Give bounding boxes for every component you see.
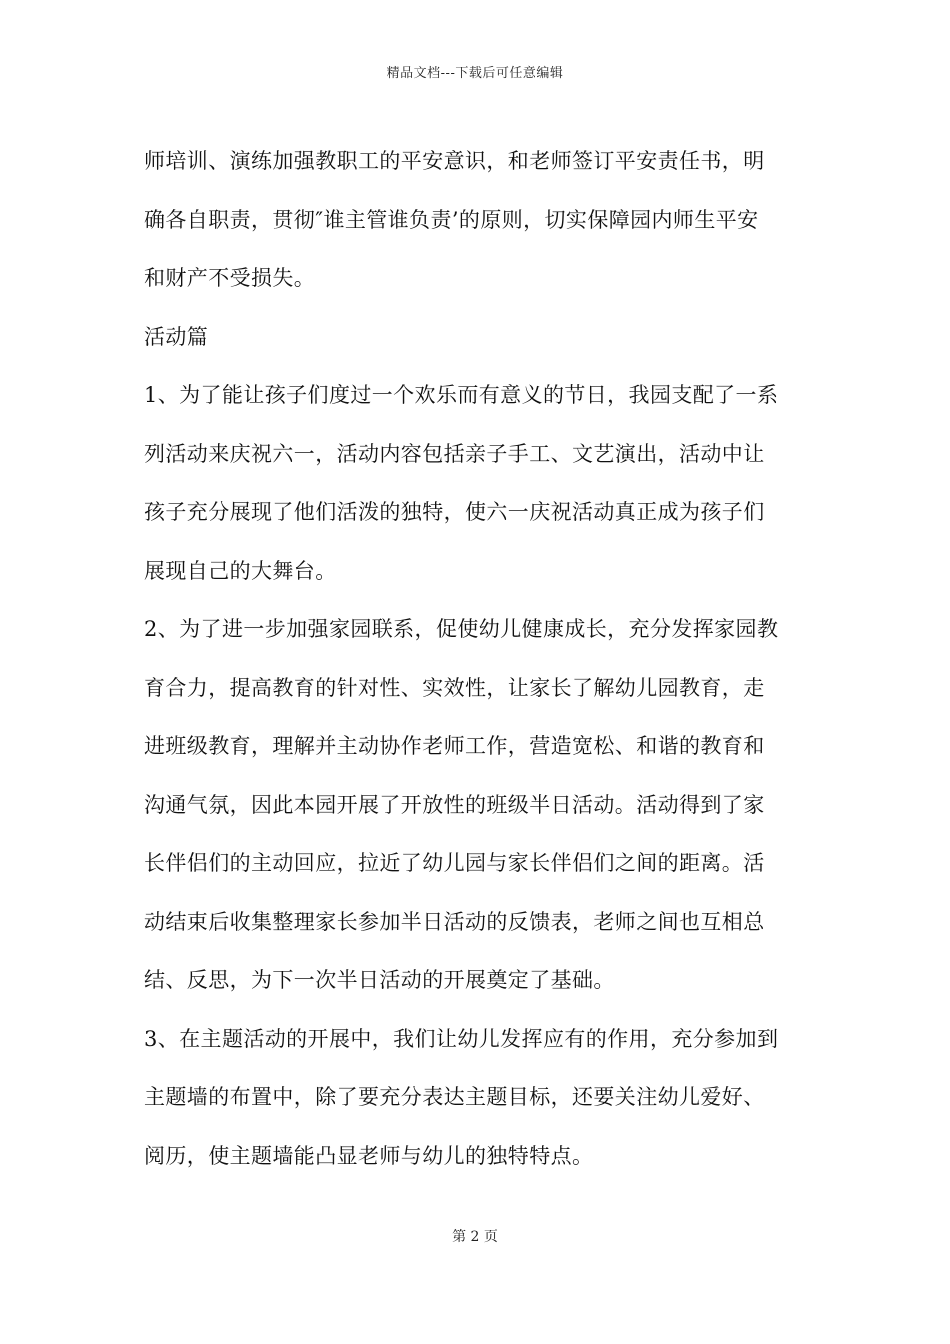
text-line: 确各自职责，贯彻″谁主管谁负责’的原则，切实保障园内师生平安 xyxy=(144,207,759,232)
text-line: 育合力，提高教育的针对性、实效性，让家长了解幼儿园教育，走 xyxy=(144,675,765,700)
text-line: 沟通气氛，因此本园开展了开放性的班级半日活动。活动得到了家 xyxy=(144,792,765,817)
text-line: 主题墙的布置中，除了要充分表达主题目标，还要关注幼儿爱好、 xyxy=(144,1085,765,1109)
document-body xyxy=(144,132,808,1185)
text-line: 列活动来庆祝六一，活动内容包括亲子手工、文艺演出，活动中让 xyxy=(144,441,765,466)
text-line: 1、为了能让孩子们度过一个欢乐而有意义的节日，我园支配了一系 xyxy=(144,383,779,407)
text-line: 长伴侣们的主动回应，拉近了幼儿园与家长伴侣们之间的距离。活 xyxy=(144,851,765,875)
section-heading: 活动篇 xyxy=(144,324,209,349)
text-line: 和财产不受损失。 xyxy=(144,266,316,290)
text-line: 阅历，使主题墙能凸显老师与幼儿的独特特点。 xyxy=(144,1143,594,1168)
text-line: 孩子充分展现了他们活泼的独特，使六一庆祝活动真正成为孩子们 xyxy=(144,500,765,524)
text-line: 2、为了进一步加强家园联系，促使幼儿健康成长，充分发挥家园教 xyxy=(144,617,779,641)
text-line: 展现自己的大舞台。 xyxy=(144,558,337,583)
page-header: 精品文档---下载后可任意编辑 xyxy=(386,66,564,81)
page-number: 第 2 页 xyxy=(452,1229,498,1245)
text-line: 动结束后收集整理家长参加半日活动的反馈表，老师之间也互相总 xyxy=(144,909,765,934)
text-line: 结、反思，为下一次半日活动的开展奠定了基础。 xyxy=(144,968,615,992)
text-line: 3、在主题活动的开展中，我们让幼儿发挥应有的作用，充分参加到 xyxy=(144,1026,779,1051)
text-line: 师培训、演练加强教职工的平安意识，和老师签订平安责任书，明 xyxy=(144,149,765,173)
text-line: 进班级教育，理解并主动协作老师工作，营造宽松、和谐的教育和 xyxy=(144,734,765,758)
